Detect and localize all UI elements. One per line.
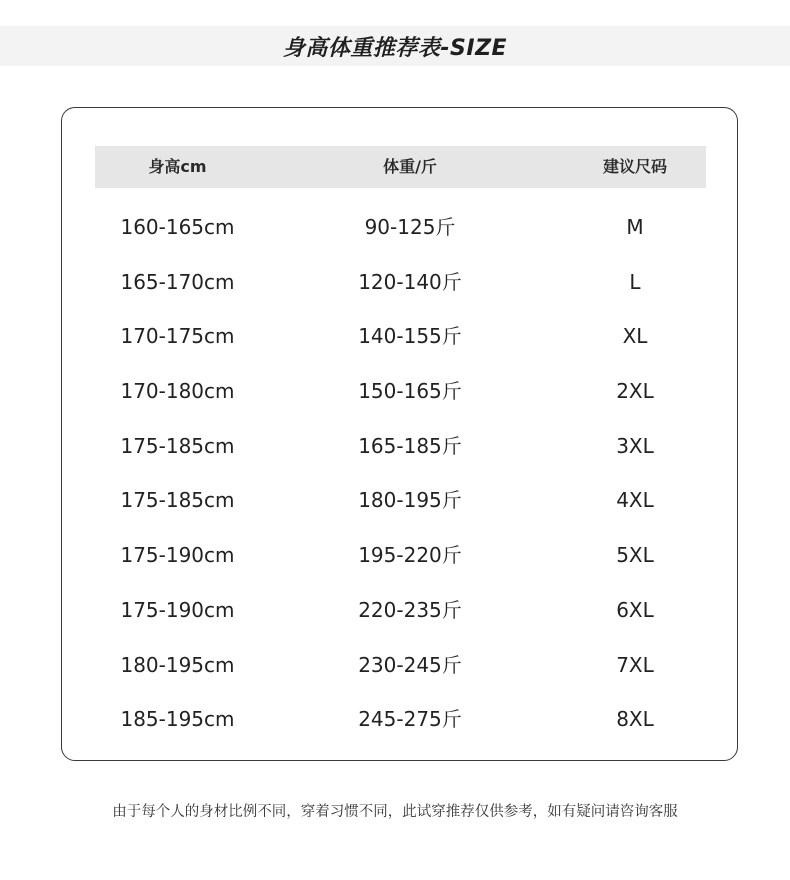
cell-weight: 230-245斤: [358, 652, 462, 677]
table-row: [95, 692, 706, 747]
cell-size: 6XL: [616, 597, 654, 622]
table-row: [95, 364, 706, 419]
cell-size: 4XL: [616, 488, 654, 513]
table-row: [95, 583, 706, 638]
cell-weight: 165-185斤: [358, 433, 462, 458]
page-title: 身高体重推荐表-SIZE: [282, 35, 508, 61]
cell-weight: 150-165斤: [358, 379, 462, 404]
cell-height: 175-185cm: [120, 433, 235, 458]
cell-height: 160-165cm: [120, 215, 235, 239]
table-row: [95, 528, 706, 583]
cell-size: L: [629, 269, 641, 294]
header-weight: 体重/斤: [383, 157, 437, 176]
cell-weight: 245-275斤: [358, 707, 462, 732]
cell-size: 3XL: [616, 433, 654, 458]
cell-height: 170-175cm: [120, 324, 235, 349]
size-table-card: [61, 107, 738, 761]
cell-weight: 90-125斤: [364, 215, 456, 239]
table-row: [95, 309, 706, 364]
header-height: 身高cm: [148, 157, 207, 176]
title-bar: [0, 26, 790, 66]
cell-weight: 220-235斤: [358, 597, 462, 622]
table-row: [95, 200, 706, 255]
disclaimer-note: 由于每个人的身材比例不同，穿着习惯不同，此试穿推荐仅供参考，如有疑问请咨询客服: [112, 804, 678, 820]
cell-weight: 120-140斤: [358, 269, 462, 294]
cell-height: 185-195cm: [120, 707, 235, 732]
cell-weight: 195-220斤: [358, 543, 462, 568]
cell-size: 5XL: [616, 543, 654, 568]
table-row: [95, 419, 706, 474]
cell-height: 175-190cm: [120, 597, 235, 622]
cell-size: XL: [622, 324, 648, 349]
cell-height: 175-185cm: [120, 488, 235, 513]
cell-size: 8XL: [616, 707, 654, 732]
cell-size: 7XL: [616, 652, 654, 677]
header-size: 建议尺码: [602, 157, 667, 176]
cell-height: 180-195cm: [120, 652, 235, 677]
cell-height: 165-170cm: [120, 269, 235, 294]
cell-weight: 180-195斤: [358, 488, 462, 513]
table-row: [95, 638, 706, 693]
cell-size: M: [626, 215, 644, 239]
cell-height: 175-190cm: [120, 543, 235, 568]
cell-weight: 140-155斤: [358, 324, 462, 349]
table-header-row: [95, 146, 706, 188]
table-row: [95, 473, 706, 528]
cell-height: 170-180cm: [120, 379, 235, 404]
table-body: [95, 200, 706, 747]
table-row: [95, 255, 706, 310]
cell-size: 2XL: [616, 379, 654, 404]
